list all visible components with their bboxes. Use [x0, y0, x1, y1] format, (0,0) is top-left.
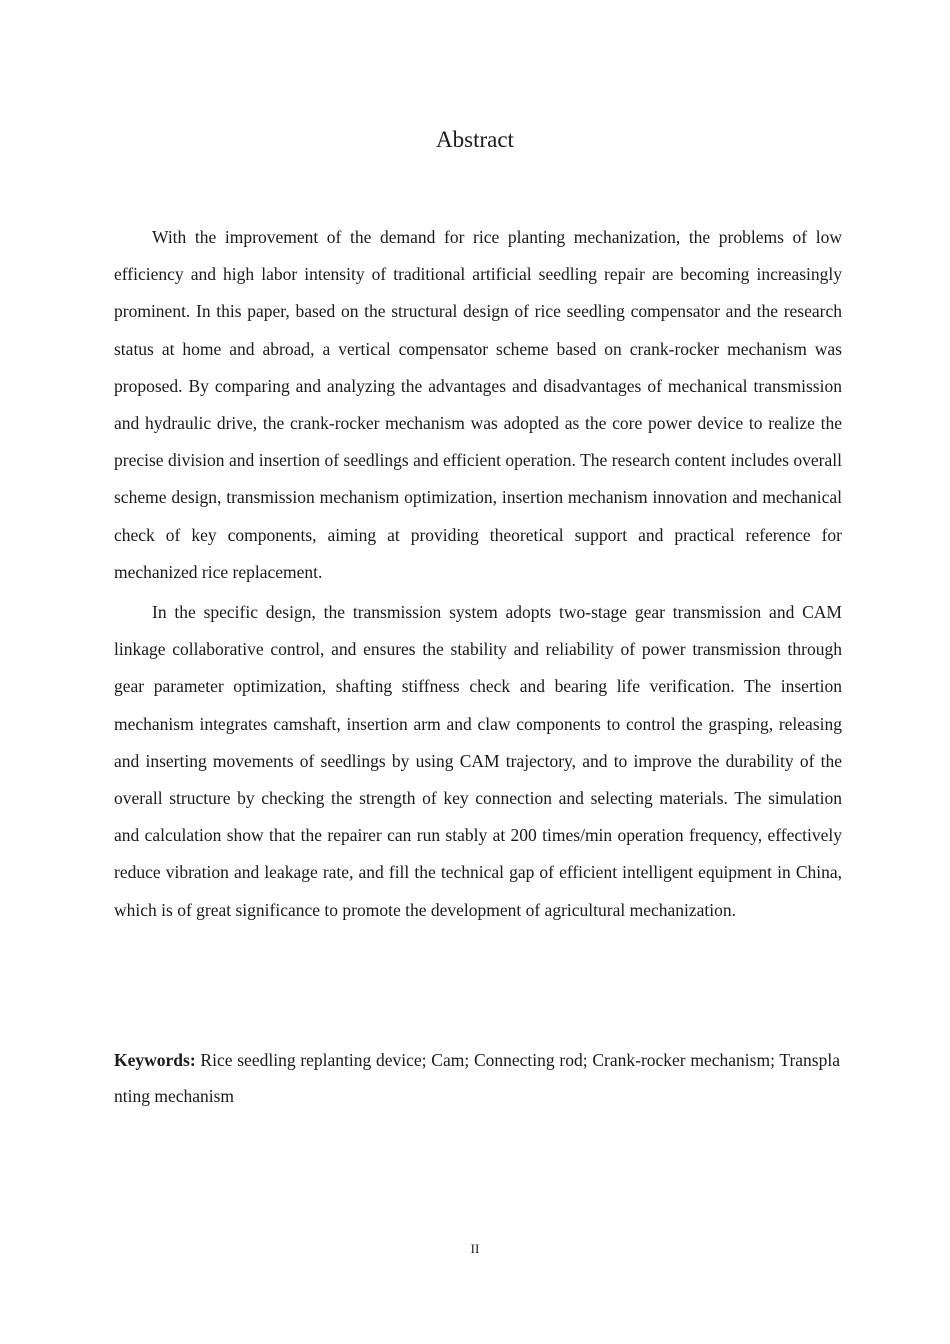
abstract-title: Abstract: [436, 127, 514, 152]
page-number: II: [470, 1241, 480, 1256]
abstract-body: [114, 219, 842, 932]
keywords-line: [114, 1042, 840, 1114]
keywords-text: Rice seedling replanting device; Cam; Connecting rod; Crank-rocker mechanism; Transplanting mechanism: [114, 1050, 840, 1106]
abstract-paragraph-2: In the specific design, the transmission system adopts two-stage gear transmission and CAM linkage collaborative control, and ensures the stability and reliability of power transmission through gear parameter optimization, shafting stiffness check and bearing life verification. The insertion mechanism integrates camshaft, insertion arm and claw components to control the grasping, releasing and inserting movements of seedlings by using CAM trajectory, and to improve the durability of the overall structure by checking the strength of key connection and selecting materials. The simulation and calculation show that the repairer can run stably at 200 times/min operation frequency, effectively reduce vibration and leakage rate, and fill the technical gap of efficient intelligent equipment in China, which is of great significance to promote the development of agricultural mechanization.: [114, 602, 842, 920]
keywords-label: Keywords:: [114, 1050, 196, 1070]
abstract-paragraph-1: With the improvement of the demand for rice planting mechanization, the problems of low efficiency and high labor intensity of traditional artificial seedling repair are becoming increasingly prominent. In this paper, based on the structural design of rice seedling compensator and the research status at home and abroad, a vertical compensator scheme based on crank-rocker mechanism was proposed. By comparing and analyzing the advantages and disadvantages of mechanical transmission and hydraulic drive, the crank-rocker mechanism was adopted as the core power device to realize the precise division and insertion of seedlings and efficient operation. The research content includes overall scheme design, transmission mechanism optimization, insertion mechanism innovation and mechanical check of key components, aiming at providing theoretical support and practical reference for mechanized rice replacement.: [114, 227, 842, 582]
